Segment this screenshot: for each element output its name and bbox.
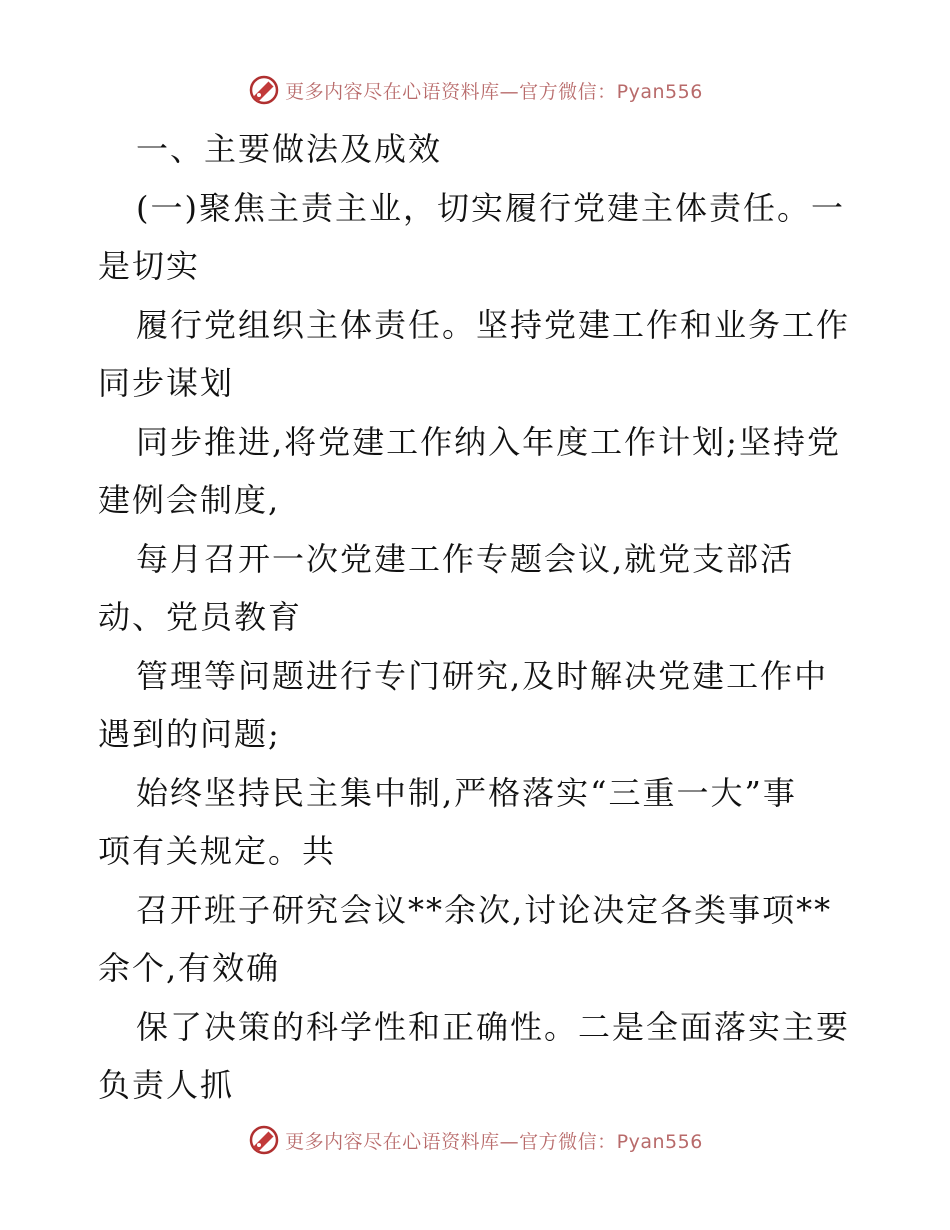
paragraph-line: 同步推进,将党建工作纳入年度工作计划;坚持党 [136, 422, 841, 461]
paragraph-line: 履行党组织主体责任。坚持党建工作和业务工作 [136, 305, 851, 344]
pen-nib-seal-icon [247, 1123, 281, 1157]
paragraph-line: 同步谋划 [98, 364, 235, 402]
paragraph-line: 负责人抓 [98, 1066, 235, 1104]
paragraph-line: 动、党员教育 [98, 598, 303, 636]
footer-banner [0, 1120, 950, 1160]
paragraph-line: 每月召开一次党建工作专题会议,就党支部活 [136, 539, 795, 578]
paragraph-line: 管理等问题进行专门研究,及时解决党建工作中 [136, 656, 829, 695]
header-banner-text: 更多内容尽在心语资料库—官方微信：Pyan556 [285, 80, 703, 103]
pen-nib-seal-icon [247, 73, 281, 107]
paragraph-line: 保了决策的科学性和正确性。二是全面落实主要 [136, 1007, 851, 1046]
paragraph-line: 项有关规定。共 [98, 832, 337, 870]
paragraph-line: 建例会制度, [98, 481, 281, 519]
paragraph-line: 是切实 [98, 247, 201, 285]
paragraph-line: 余个,有效确 [98, 949, 281, 987]
section-heading: 一、主要做法及成效 [136, 130, 443, 168]
paragraph-line: 遇到的问题; [98, 715, 281, 753]
paragraph-line: 始终坚持民主集中制,严格落实“三重一大”事 [136, 773, 797, 812]
paragraph-line: (一)聚焦主责主业，切实履行党建主体责任。一 [136, 188, 845, 227]
header-banner [0, 70, 950, 110]
document-body [98, 120, 858, 1115]
footer-banner-text: 更多内容尽在心语资料库—官方微信：Pyan556 [285, 1130, 703, 1153]
paragraph-line: 召开班子研究会议**余次,讨论决定各类事项** [136, 890, 833, 929]
